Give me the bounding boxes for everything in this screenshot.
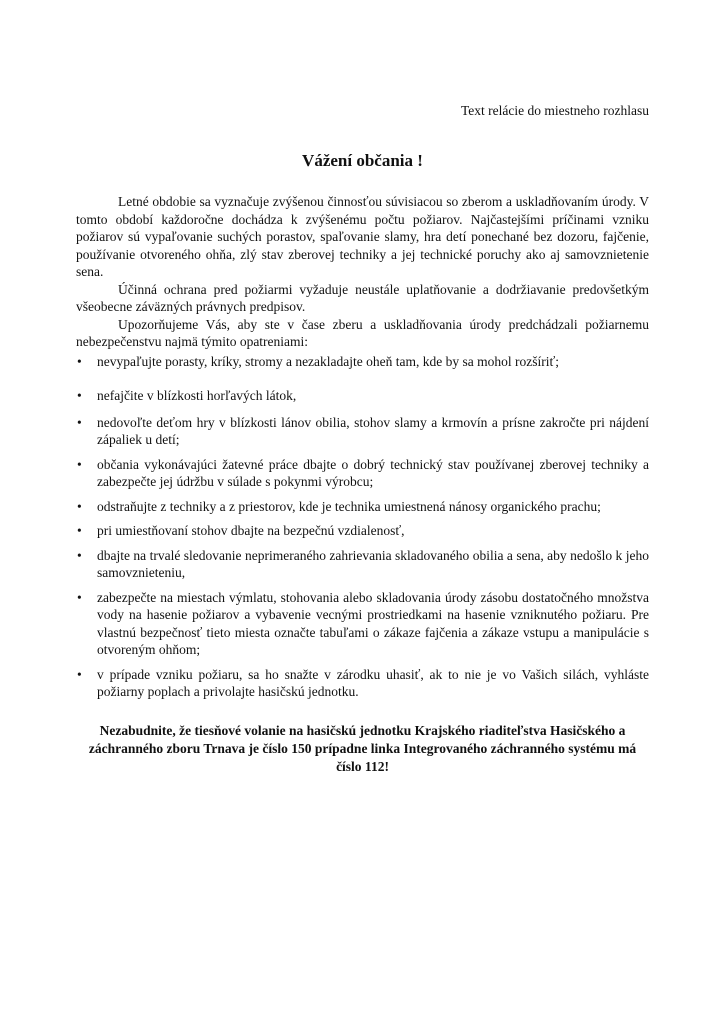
- paragraph-warning: Upozorňujeme Vás, aby ste v čase zberu a uskladňovania úrody predchádzali požiarnemu nebezpečenstvu najmä týmito opatreniami:: [76, 316, 649, 349]
- list-item: • nefajčite v blízkosti horľavých látok,: [76, 387, 649, 405]
- measures-list: [76, 353, 649, 701]
- list-item: • odstraňujte z techniky a z priestorov, kde je technika umiestnená nánosy organického prachu;: [76, 498, 649, 516]
- list-item: • pri umiestňovaní stohov dbajte na bezpečnú vzdialenosť,: [76, 522, 649, 540]
- page-title: Vážení občania !: [302, 151, 423, 170]
- list-item: • v prípade vzniku požiaru, sa ho snažte v zárodku uhasiť, ak to nie je vo Vašich silách, vyhláste požiarny poplach a privolajte hasičskú jednotku.: [76, 666, 649, 701]
- list-item: • nevypaľujte porasty, kríky, stromy a nezakladajte oheň tam, kde by sa mohol rozšíriť;: [76, 353, 649, 371]
- document-body: [76, 193, 649, 701]
- list-item: • občania vykonávajúci žatevné práce dbajte o dobrý technický stav používanej zberovej techniky a zabezpečte jej údržbu v súlade s pokynmi výrobcu;: [76, 456, 649, 491]
- list-item: • dbajte na trvalé sledovanie neprimeraného zahrievania skladovaného obilia a sena, aby nedošlo k jeho samovznieteniu,: [76, 547, 649, 582]
- paragraph-protection: Účinná ochrana pred požiarmi vyžaduje neustále uplatňovanie a dodržiavanie predovšetkým všeobecne záväzných právnych predpisov.: [76, 281, 649, 314]
- header-note: Text relácie do miestneho rozhlasu: [461, 103, 649, 118]
- paragraph-intro: Letné obdobie sa vyznačuje zvýšenou činnosťou súvisiacou so zberom a uskladňovaním úrody. V tomto období každoročne dochádza k zvýšenému počtu požiarov. Najčastejšími príčinami vzniku požiarov sú vypaľovanie suchých porastov, spaľovanie slamy, hra detí ponechané bez dozoru, fajčenie, používanie otvoreného ohňa, zlý stav zberovej techniky a jej technické poruchy ako aj samovznietenie sena.: [76, 194, 649, 279]
- list-item: • zabezpečte na miestach výmlatu, stohovania alebo skladovania úrody zásobu dostatočného množstva vody na hasenie požiarov a vybavenie vecnými prostriedkami na hasenie vzniknutého požiaru. Pre vlastnú bezpečnosť tieto miesta označte tabuľami o zákaze fajčenia a zákaze vstupu a manipulácie s otvoreným ohňom;: [76, 589, 649, 659]
- list-item: • nedovoľte deťom hry v blízkosti lánov obilia, stohov slamy a krmovín a prísne zakročte pri nájdení zápaliek u detí;: [76, 414, 649, 449]
- emergency-notice: Nezabudnite, že tiesňové volanie na hasičskú jednotku Krajského riaditeľstva Hasičského a záchranného zboru Trnava je číslo 150 prípadne linka Integrovaného záchranného systému má číslo 112!: [88, 723, 637, 774]
